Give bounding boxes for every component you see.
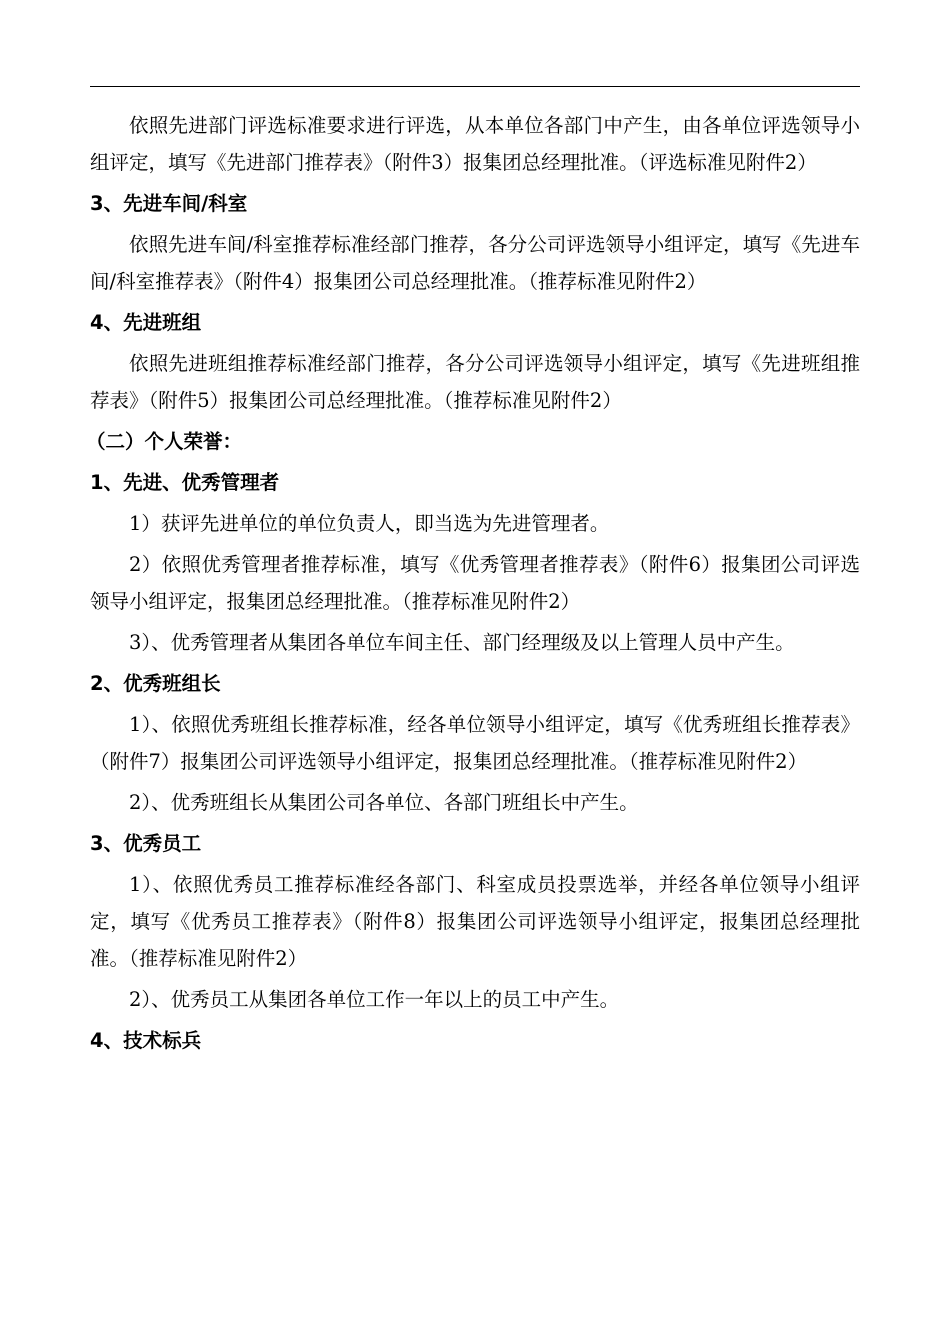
heading-workshop: 3、先进车间/科室 xyxy=(90,192,248,215)
paragraph-workshop: 依照先进车间/科室推荐标准经部门推荐，各分公司评选领导小组评定，填写《先进车间/科室推荐表》（附件4）报集团公司总经理批准。（推荐标准见附件2） xyxy=(90,233,860,293)
heading-personal-honors: （二）个人荣誉： xyxy=(86,430,243,453)
paragraph-manager-1: 1）获评先进单位的单位负责人，即当选为先进管理者。 xyxy=(129,512,610,535)
document-body xyxy=(86,107,860,1063)
paragraph-employee-2: 2）、优秀员工从集团各单位工作一年以上的员工中产生。 xyxy=(129,988,620,1011)
paragraph-team: 依照先进班组推荐标准经部门推荐，各分公司评选领导小组评定，填写《先进班组推荐表》（附件5）报集团公司总经理批准。（推荐标准见附件2） xyxy=(90,352,860,412)
header-rule xyxy=(90,86,860,87)
paragraph-team-leader-2: 2）、优秀班组长从集团公司各单位、各部门班组长中产生。 xyxy=(129,791,639,814)
paragraph-dept-selection: 依照先进部门评选标准要求进行评选，从本单位各部门中产生，由各单位评选领导小组评定，填写《先进部门推荐表》（附件3）报集团总经理批准。（评选标准见附件2） xyxy=(90,114,860,174)
paragraph-manager-3: 3）、优秀管理者从集团各单位车间主任、部门经理级及以上管理人员中产生。 xyxy=(129,631,795,654)
heading-tech-model: 4、技术标兵 xyxy=(90,1029,202,1052)
heading-team: 4、先进班组 xyxy=(90,311,202,334)
paragraph-employee-1: 1）、依照优秀员工推荐标准经各部门、科室成员投票选举，并经各单位领导小组评定，填写《优秀员工推荐表》（附件8）报集团公司评选领导小组评定，报集团总经理批准。（推荐标准见附件2） xyxy=(90,873,860,970)
heading-team-leader: 2、优秀班组长 xyxy=(90,672,221,695)
paragraph-manager-2: 2）依照优秀管理者推荐标准，填写《优秀管理者推荐表》（附件6）报集团公司评选领导小组评定，报集团总经理批准。（推荐标准见附件2） xyxy=(90,553,860,613)
heading-manager: 1、先进、优秀管理者 xyxy=(90,471,280,494)
heading-employee: 3、优秀员工 xyxy=(90,832,202,855)
paragraph-team-leader-1: 1）、依照优秀班组长推荐标准，经各单位领导小组评定，填写《优秀班组长推荐表》（附件7）报集团公司评选领导小组评定，报集团总经理批准。（推荐标准见附件2） xyxy=(90,713,860,773)
